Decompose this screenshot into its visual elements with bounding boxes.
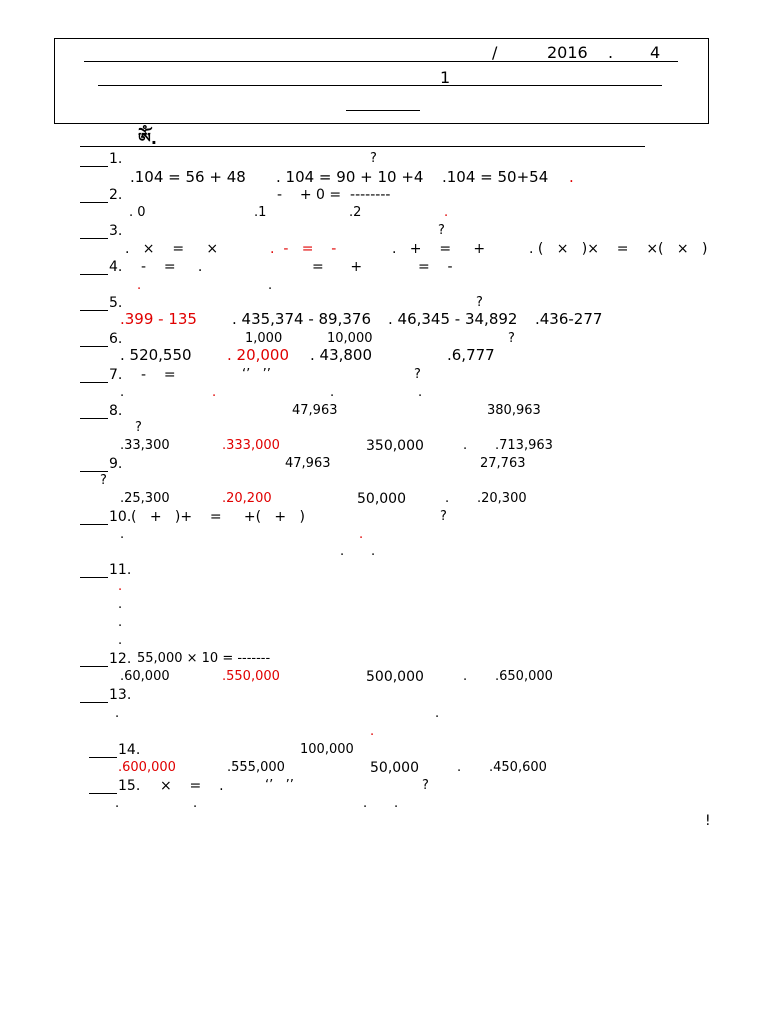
footer-exclamation: !	[705, 813, 711, 829]
header-year: 2016	[547, 43, 588, 62]
question-number-12: 12.	[109, 651, 132, 667]
q6-option-b[interactable]: . 20,000	[227, 346, 290, 364]
q15-option-c[interactable]: .	[363, 796, 368, 811]
answer-blank-1[interactable]	[80, 166, 108, 167]
q9-option-a[interactable]: .25,300	[120, 491, 170, 506]
q13-option-a[interactable]: .	[115, 706, 120, 721]
q15-option-a[interactable]: .	[115, 796, 120, 811]
question-number-7: 7.	[109, 367, 123, 383]
section-underline	[80, 146, 645, 147]
q7-option-c[interactable]: .	[330, 385, 335, 400]
question-6-value-b: 10,000	[327, 331, 373, 346]
question-7-qmark: ?	[414, 367, 421, 382]
q10-option-b[interactable]: .	[359, 527, 364, 542]
question-number-10: 10.	[109, 509, 132, 525]
question-5-qmark: ?	[476, 295, 483, 310]
question-10-prompt: ( + )+ = +( + )	[131, 509, 305, 525]
question-number-2: 2.	[109, 187, 123, 203]
answer-blank-6[interactable]	[80, 346, 108, 347]
q11-option-b[interactable]: .	[118, 597, 123, 612]
question-8-qmark: ?	[135, 420, 142, 435]
q1-option-d[interactable]: .	[569, 168, 574, 186]
q11-option-c[interactable]: .	[118, 615, 123, 630]
answer-blank-4[interactable]	[80, 274, 108, 275]
answer-blank-9[interactable]	[80, 471, 108, 472]
question-number-5: 5.	[109, 295, 123, 311]
answer-blank-8[interactable]	[80, 418, 108, 419]
q8-option-a[interactable]: .33,300	[120, 438, 170, 453]
question-number-11: 11.	[109, 562, 132, 578]
question-number-4: 4.	[109, 259, 123, 275]
q5-option-c[interactable]: . 46,345 - 34,892	[388, 310, 518, 328]
q12-option-d[interactable]: .	[463, 669, 468, 684]
header-dot: .	[608, 43, 614, 62]
q8-option-b[interactable]: .333,000	[222, 438, 280, 453]
q12-option-a[interactable]: .60,000	[120, 669, 170, 684]
header-underline-1	[84, 61, 678, 62]
question-number-14: 14.	[118, 742, 141, 758]
header-underline-2	[98, 85, 662, 86]
question-10-qmark: ?	[440, 509, 447, 524]
question-6-value-a: 1,000	[245, 331, 283, 346]
question-8-value-b: 380,963	[487, 403, 541, 418]
answer-blank-12[interactable]	[80, 666, 108, 667]
q6-option-a[interactable]: . 520,550	[120, 346, 192, 364]
q12-option-b[interactable]: .550,000	[222, 669, 280, 684]
q14-option-e[interactable]: .450,600	[489, 760, 547, 775]
answer-blank-11[interactable]	[80, 577, 108, 578]
question-number-8: 8.	[109, 403, 123, 419]
q15-option-b[interactable]: .	[193, 796, 198, 811]
answer-blank-2[interactable]	[80, 202, 108, 203]
q14-option-b[interactable]: .555,000	[227, 760, 285, 775]
q5-option-b[interactable]: . 435,374 - 89,376	[232, 310, 371, 328]
q9-option-d[interactable]: .	[445, 491, 450, 506]
q3-option-d[interactable]: . ( × )× = ×( × )	[529, 241, 708, 257]
q12-option-c[interactable]: 500,000	[366, 669, 424, 685]
question-14-value: 100,000	[300, 742, 354, 757]
q15-option-d[interactable]: .	[394, 796, 399, 811]
question-number-3: 3.	[109, 223, 123, 239]
q12-option-e[interactable]: .650,000	[495, 669, 553, 684]
q6-option-c[interactable]: . 43,800	[310, 346, 373, 364]
answer-blank-14[interactable]	[89, 757, 117, 758]
q1-option-b[interactable]: . 104 = 90 + 10 +4	[276, 168, 424, 186]
q9-option-b[interactable]: .20,200	[222, 491, 272, 506]
section-marker: ༀ.	[138, 129, 157, 148]
question-1-qmark: ?	[370, 151, 377, 166]
q1-option-c[interactable]: .104 = 50+54	[442, 168, 549, 186]
q7-option-d[interactable]: .	[418, 385, 423, 400]
q6-option-d[interactable]: .6,777	[447, 346, 495, 364]
q2-option-d[interactable]: .	[444, 205, 449, 220]
q8-option-e[interactable]: .713,963	[495, 438, 553, 453]
q3-option-b[interactable]: . - = -	[270, 241, 337, 257]
q3-option-a[interactable]: . × = ×	[125, 241, 219, 257]
q14-option-c[interactable]: 50,000	[370, 760, 419, 776]
q4-answer-b[interactable]: .	[268, 278, 273, 293]
question-3-qmark: ?	[438, 223, 445, 238]
question-8-value-a: 47,963	[292, 403, 338, 418]
question-12-prompt: 55,000 × 10 = -------	[137, 651, 271, 666]
q5-option-d[interactable]: .436-277	[535, 310, 603, 328]
q11-option-d[interactable]: .	[118, 633, 123, 648]
answer-blank-10[interactable]	[80, 524, 108, 525]
q10-option-a[interactable]: .	[120, 527, 125, 542]
answer-blank-3[interactable]	[80, 238, 108, 239]
header-underline-3	[346, 110, 420, 111]
header-slash: /	[492, 43, 498, 62]
answer-blank-7[interactable]	[80, 382, 108, 383]
question-number-13: 13.	[109, 687, 132, 703]
q5-option-a[interactable]: .399 - 135	[120, 310, 197, 328]
header-number: 1	[440, 68, 451, 87]
q8-option-c[interactable]: 350,000	[366, 438, 424, 454]
q11-option-a[interactable]: .	[118, 579, 123, 594]
question-7-quote: ‘’ ’’	[242, 367, 271, 382]
question-number-6: 6.	[109, 331, 123, 347]
q13-option-c[interactable]: .	[370, 724, 375, 739]
question-4-prompt: - = .	[141, 259, 203, 275]
q10-option-d[interactable]: .	[371, 544, 376, 559]
q13-option-b[interactable]: .	[435, 706, 440, 721]
header-grade: 4	[650, 43, 661, 62]
q1-option-a[interactable]: .104 = 56 + 48	[130, 168, 246, 186]
question-9-qmark: ?	[100, 473, 107, 488]
question-2-prompt: - + 0 = --------	[277, 187, 391, 203]
answer-blank-15[interactable]	[89, 793, 117, 794]
question-15-prompt: × = .	[160, 778, 224, 794]
q8-option-d[interactable]: .	[463, 438, 468, 453]
question-number-1: 1.	[109, 151, 123, 167]
question-7-prompt: - =	[141, 367, 176, 383]
q4-answer-a[interactable]: .	[137, 278, 142, 293]
q10-option-c[interactable]: .	[340, 544, 345, 559]
q3-option-c[interactable]: . + = +	[392, 241, 486, 257]
q14-option-d[interactable]: .	[457, 760, 462, 775]
q9-option-c[interactable]: 50,000	[357, 491, 406, 507]
question-4-part-a: = +	[312, 259, 363, 275]
answer-blank-5[interactable]	[80, 310, 108, 311]
q9-option-e[interactable]: .20,300	[477, 491, 527, 506]
q2-option-c[interactable]: .2	[349, 205, 362, 220]
q7-option-b[interactable]: .	[212, 385, 217, 400]
q2-option-b[interactable]: .1	[254, 205, 267, 220]
question-9-value-b: 27,763	[480, 456, 526, 471]
question-number-9: 9.	[109, 456, 123, 472]
answer-blank-13[interactable]	[80, 702, 108, 703]
question-number-15: 15.	[118, 778, 141, 794]
question-15-quote: ‘’ ’’	[265, 778, 294, 793]
question-15-qmark: ?	[422, 778, 429, 793]
q2-option-a[interactable]: . 0	[129, 205, 146, 220]
question-9-value-a: 47,963	[285, 456, 331, 471]
question-4-part-b: = -	[418, 259, 453, 275]
q7-option-a[interactable]: .	[120, 385, 125, 400]
question-6-qmark: ?	[508, 331, 515, 346]
q14-option-a[interactable]: .600,000	[118, 760, 176, 775]
